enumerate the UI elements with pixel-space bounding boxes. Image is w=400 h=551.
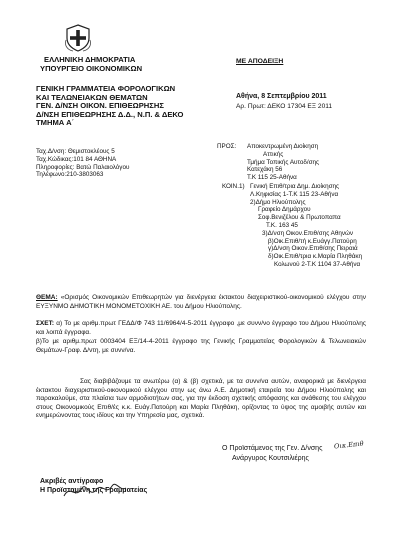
secretariat-block: [36, 85, 183, 128]
cc-block: [250, 183, 362, 269]
country-name: ΕΛΛΗΝΙΚΗ ΔΗΜΟΚΡΑΤΙΑ: [44, 55, 136, 64]
cc-line: Κολωνού 2-Τ.Κ 1104 37-Αθήνα: [274, 260, 361, 268]
to-line: Αποκεντρωμένη Διοίκηση: [247, 143, 319, 150]
handwritten-scribble: Οικ.Επιθ: [333, 439, 365, 451]
contact-line: Τηλέφωνο:210-3803063: [36, 171, 104, 179]
greek-coat-of-arms-emblem: [64, 24, 92, 52]
cc-line: Λ.Κηφισίας 1-Τ.Κ 115 23-Αθήνα: [250, 190, 339, 198]
secretariat-line: Δ/ΝΣΗ ΕΠΙΘΕΩΡΗΣΗΣ Δ.Δ., Ν.Π. & ΔΕΚΟ: [36, 109, 184, 119]
contact-line: Ταχ.Δ/νση: Θεμιστοκλέους 5: [36, 148, 115, 155]
secretariat-line: ΓΕΝ. Δ/ΝΣΗ ΟΙΚΟΝ. ΕΠΙΘΕΩΡΗΣΗΣ: [36, 101, 164, 111]
cc-line: 2)Δήμο Ηλιούπολης: [250, 198, 306, 206]
signatory-role: Ο Προϊστάμενος της Γεν. Δ/νσης: [222, 445, 323, 452]
certification-line: Η Προϊσταμένη της Γραμματείας: [40, 487, 148, 494]
reference-b: β)Το με αριθμ.πρωτ 0003404 ΕΞ/14-4-2011 έγγραφο της Γενικής Γραμματείας Φορολογικών & Τελωνειακών Θεμάτων-Γραφ. Δ/ντη, με συνν/να.: [36, 338, 366, 354]
contact-block: [36, 148, 129, 179]
subject-label: ΘΕΜΑ:: [36, 294, 58, 301]
cc-line: 3)Δ/νση Οικον.Επιθ/σης Αθηνών: [262, 229, 354, 237]
secretariat-line: ΓΕΝΙΚΗ ΓΡΑΜΜΑΤΕΙΑ ΦΟΡΟΛΟΓΙΚΩΝ: [36, 84, 176, 93]
ministry-name: ΥΠΟΥΡΓΕΙΟ ΟΙΚΟΝΟΜΙΚΩΝ: [40, 64, 143, 73]
certification-line: Ακριβές αντίγραφο: [40, 478, 104, 485]
to-label: ΠΡΟΣ:: [217, 143, 237, 150]
to-line: Κατεχάκη 56: [247, 166, 283, 174]
to-line: Αττικής: [263, 150, 284, 158]
to-block: [247, 143, 319, 182]
contact-line: Πληροφορίες: Βατώ Παλαιολόγου: [36, 163, 130, 171]
handwritten-signature: [60, 478, 130, 506]
reference-a: [36, 320, 366, 337]
cc-label: ΚΟΙΝ.1): [222, 183, 245, 190]
reference-a-text: α) Το με αριθμ.πρωτ ΓΕΔΔ/Φ 743 11/6964/4-5-2011 έγγραφο ,με συνν/νο έγγραφο του Δήμου Ηλιούπολης και λοιπά έγγραφα.: [36, 320, 366, 336]
delivery-note: ΜΕ ΑΠΟΔΕΙΞΗ: [236, 58, 284, 65]
signatory-name: Ανάργυρος Κουτσιλιέρης: [232, 455, 309, 462]
secretariat-line: ΤΜΗΜΑ Α΄: [36, 118, 75, 128]
cc-line: Γραφείο Δημάρχου: [258, 206, 311, 214]
to-line: Τμήμα Τοπικής Αυτοδ/σης: [247, 158, 320, 166]
document-date: Αθήνα, 8 Σεπτεμβρίου 2011: [236, 93, 327, 100]
cc-line: Γενική Επιθ/τρια Δημ. Διοίκησης: [250, 183, 339, 190]
reference-label: ΣΧΕΤ:: [36, 320, 54, 327]
contact-line: Ταχ.Κώδικας:101 84 ΑΘΗΝΑ: [36, 155, 117, 163]
to-line: Τ.Κ 115 25-Αθήνα: [247, 174, 297, 182]
cc-line: Σοφ.Βενιζέλου & Πρωτοπαπα: [258, 214, 341, 222]
body-paragraph: Σας διαβιβάζουμε τα ανωτέρω (α) & (β) σχετικά, με τα συνν/να αυτών, αναφορικά με διενέργεια έκτακτου διαχειριστικού-οικονομικού ελέγχου στην ως άνω Α.Ε. Δημοτική εταιρεία του Δήμου Ηλιούπολης και παρακαλούμε, στα πλαίσια των αρμοδιοτήτων σας, για την έκδοση σχετικής απόφασης και ανάθεσης του ελέγχου στους Οικονομικούς Επιθ/ές κ.κ. Ευάγ.Πατούρη και Μαρία Πληθάκη, ορίζοντας το ύψος της αμοιβής αυτών και ενημερώνοντας τους ιδίους και την Υπηρεσία μας, σχετικά.: [36, 378, 366, 419]
subject-paragraph: [36, 294, 366, 311]
protocol-number: Αρ. Πρωτ: ΔΕΚΟ 17304 ΕΞ 2011: [236, 103, 333, 110]
secretariat-line: ΚΑΙ ΤΕΛΩΝΕΙΑΚΩΝ ΘΕΜΑΤΩΝ: [36, 92, 148, 102]
subject-text: «Ορισμός Οικονομικών Επιθεωρητών για διενέργεια έκτακτου διαχειριστικού-οικονομικού ελέγχου στην ΕΥΞΥΝΜΟ ΔΗΜΟΤΙΚΗ ΜΟΝΟΜΕΤΟΧΙΚΗ ΑΕ. του Δήμου Ηλιούπολης.: [36, 294, 366, 310]
cc-line: β)Οικ.Επιθ/τή κ.Ευάγγ.Πατούρη: [268, 237, 357, 245]
cc-line: δ)Οικ.Επιθ/τρια κ.Μαρία Πληθάκη: [268, 253, 362, 261]
cc-line: γ)Δ/νση Οικον.Επιθ/σης Πειραιά: [268, 245, 358, 253]
cc-line: Τ.Κ. 163 45: [266, 221, 298, 229]
